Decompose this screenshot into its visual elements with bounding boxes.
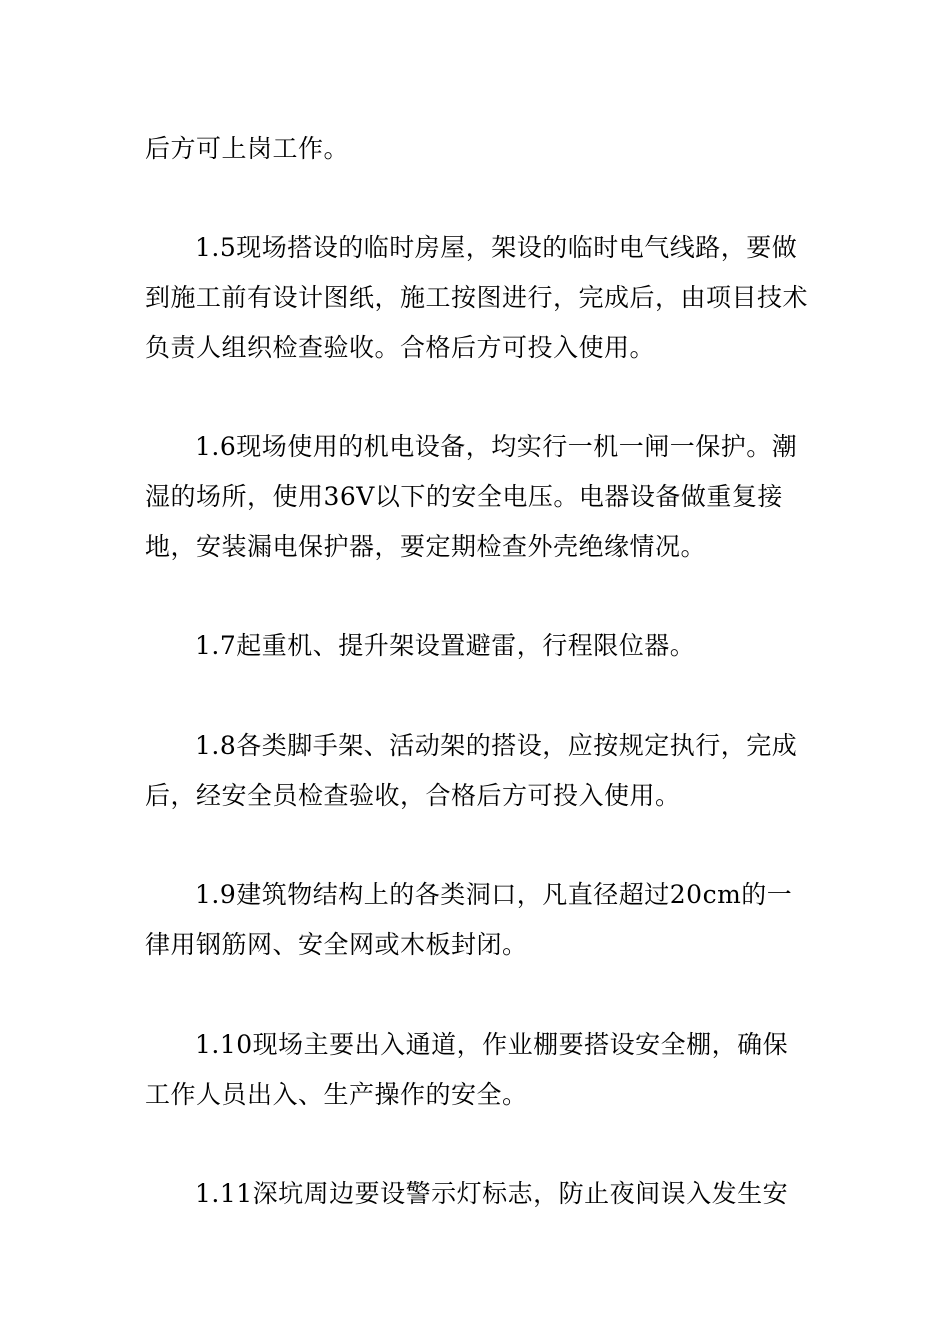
paragraph-1-10-passages: 1.10现场主要出入通道，作业棚要搭设安全棚，确保工作人员出入、生产操作的安全。 bbox=[145, 1030, 789, 1109]
paragraph-1-9-openings: 1.9建筑物结构上的各类洞口，凡直径超过20cm的一律用钢筋网、安全网或木板封闭。 bbox=[145, 880, 793, 959]
paragraph-1-6-electrical-equipment: 1.6现场使用的机电设备，均实行一机一闸一保护。潮湿的场所，使用36V以下的安全电压。电器设备做重复接地，安装漏电保护器，要定期检查外壳绝缘情况。 bbox=[145, 432, 798, 561]
paragraph-1-11-deep-pits: 1.11深坑周边要设警示灯标志，防止夜间误入发生安 bbox=[195, 1179, 789, 1208]
paragraph-1-8-scaffolding: 1.8各类脚手架、活动架的搭设，应按规定执行，完成后，经安全员检查验收，合格后方可投入使用。 bbox=[145, 731, 798, 810]
paragraph-continuation: 后方可上岗工作。 bbox=[145, 134, 350, 163]
paragraph-1-5-temporary-buildings: 1.5现场搭设的临时房屋，架设的临时电气线路，要做到施工前有设计图纸，施工按图进行，完成后，由项目技术负责人组织检查验收。合格后方可投入使用。 bbox=[145, 233, 809, 362]
paragraph-1-7-crane-lightning: 1.7起重机、提升架设置避雷，行程限位器。 bbox=[195, 631, 696, 660]
